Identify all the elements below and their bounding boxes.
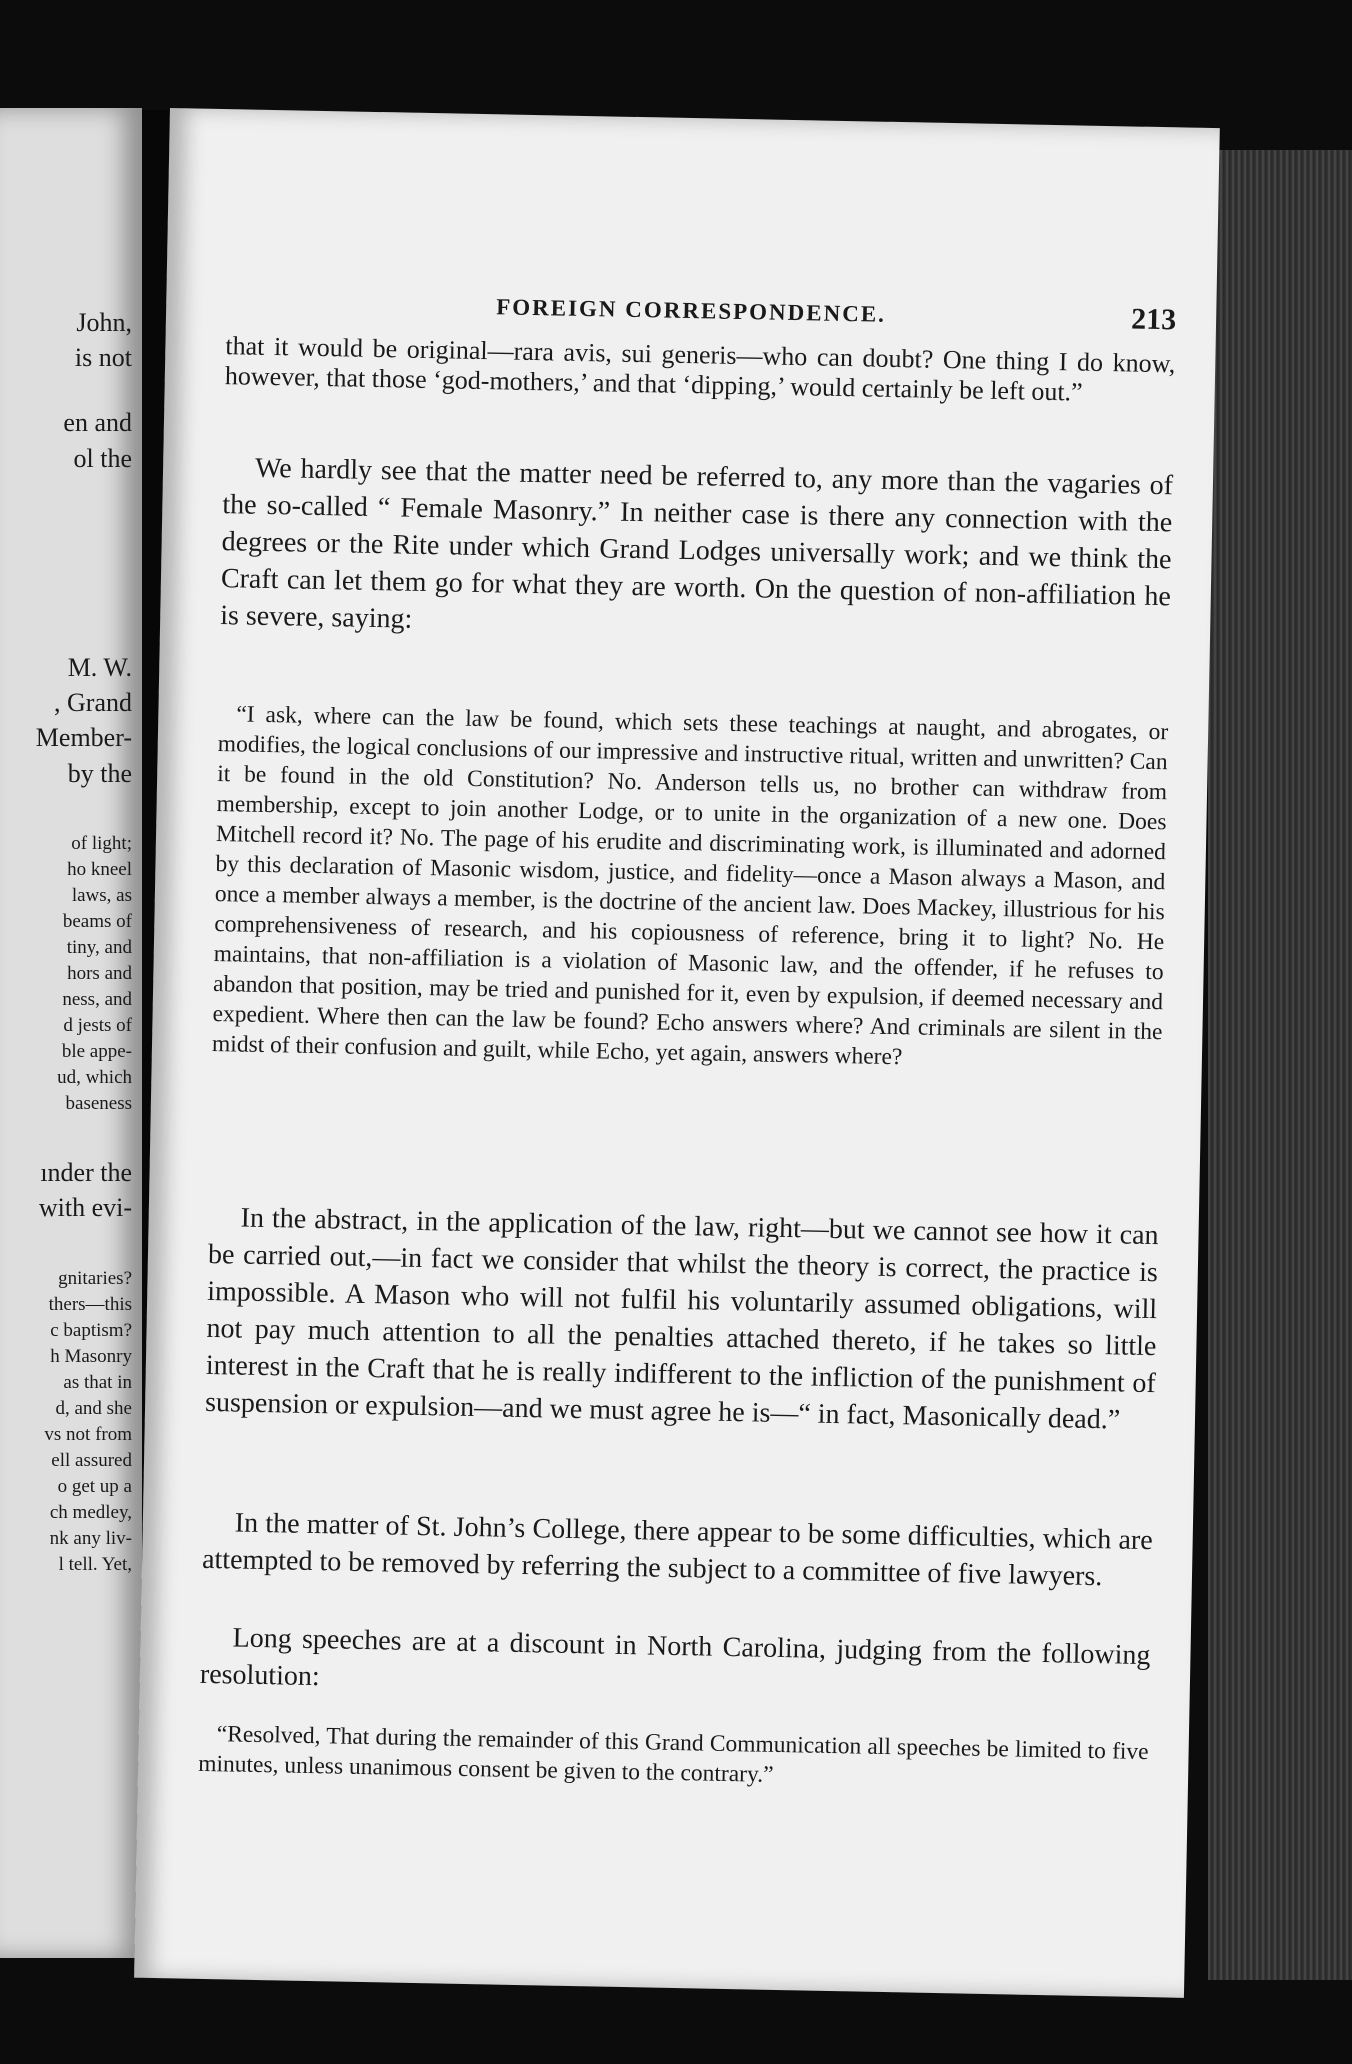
facing-page-fragment: l tell. Yet, bbox=[58, 1554, 132, 1575]
paragraph-continuation: that it would be original—rara avis, sui generis—who can doubt? One thing I do know, however, that those ‘god-mothers,’ and that ‘dipping,’ would certainly be left out.” bbox=[224, 331, 1176, 407]
facing-page-fragment: with evi- bbox=[38, 1193, 132, 1222]
facing-page bbox=[0, 108, 142, 1958]
facing-page-fragment: ch medley, bbox=[49, 1502, 132, 1523]
facing-page-fragment: John, bbox=[76, 308, 132, 337]
running-title: FOREIGN CORRESPONDENCE. bbox=[496, 294, 887, 327]
facing-page-fragment: gnitaries? bbox=[58, 1268, 132, 1289]
facing-page-fragment: Member- bbox=[35, 723, 132, 752]
facing-page-fragment: ell assured bbox=[51, 1450, 132, 1471]
facing-page-fragment: beams of bbox=[62, 911, 132, 932]
facing-page-fragment: en and bbox=[63, 408, 132, 437]
facing-page-fragment: is not bbox=[74, 343, 132, 372]
facing-page-fragment: as that in bbox=[63, 1372, 132, 1393]
page-edges bbox=[1208, 150, 1352, 1980]
facing-page-fragment: o get up a bbox=[57, 1476, 132, 1497]
facing-page-fragment: vs not from bbox=[44, 1424, 132, 1445]
book-page bbox=[134, 108, 1220, 1998]
facing-page-fragment: by the bbox=[67, 759, 132, 788]
quote-ask: “I ask, where can the law be found, which sets these teachings at naught, and abrogates, or modifies, the logical conclusions of our impressive and instructive ritual, written and unwritten? Can it be found in the old Constitution? No. Anderson tells us, no brother can withdraw from membership, except to join another Lodge, or to unite in the organization of a new one. Does Mitchell record it? No. The page of his erudite and discriminating work, is illuminated and adorned by this declaration of Masonic wisdom, justice, and fidelity—once a Mason always a Mason, and once a member always a member, is the doctrine of the ancient law. Does Mackey, illustrious for his comprehensiveness of research, and his copiousness of reference, bring it to light? No. He maintains, that non-affiliation is a violation of Masonic law, and the offender, if he refuses to abandon that position, may be tried and punished for it, even by expulsion, if deemed necessary and expedient. Where then can the law be found? Echo answers where? And criminals are silent in the midst of their confusion and guilt, while Echo, yet again, answers where? bbox=[211, 701, 1169, 1071]
facing-page-fragment: c baptism? bbox=[50, 1320, 132, 1341]
paragraph-long-speeches: Long speeches are at a discount in North Carolina, judging from the following resolution: bbox=[199, 1622, 1151, 1693]
facing-page-fragment: nk any liv- bbox=[49, 1528, 132, 1549]
facing-page-fragment: tiny, and bbox=[66, 937, 132, 958]
paragraph-abstract: In the abstract, in the application of the law, right—but we cannot see how it can be carried out,—in fact we consider that whilst the theory is correct, the practice is impossible. A Mason who will not fulfil his voluntarily assumed obligations, will not pay much attention to all the penalties attached thereto, if he takes so little interest in the Craft that he is really indifferent to the infliction of the punishment of suspension or expulsion—and we must agree he is—“ in fact, Masonically dead.” bbox=[204, 1202, 1159, 1436]
facing-page-fragment: d jests of bbox=[63, 1015, 132, 1036]
paragraph-hardly: We hardly see that the matter need be referred to, any more than the vagaries of the so-called “ Female Masonry.” In neither case is there any connection with the degrees or the Rite under which Grand Lodges universally work; and we think the Craft can let them go for what they are worth. On the question of non-affiliation he is severe, saying: bbox=[219, 452, 1174, 635]
facing-page-fragment: ho kneel bbox=[67, 859, 132, 880]
facing-page-fragment: , Grand bbox=[54, 688, 132, 717]
facing-page-fragment: h Masonry bbox=[50, 1346, 132, 1367]
facing-page-fragment: M. W. bbox=[67, 653, 132, 682]
paragraph-college: In the matter of St. John’s College, there appear to be some difficulties, which are attempted to be removed by referring the subject to a committee of five lawyers. bbox=[201, 1507, 1153, 1593]
facing-page-fragment: ness, and bbox=[62, 989, 132, 1010]
facing-page-fragment: baseness bbox=[65, 1093, 132, 1114]
facing-page-fragment: laws, as bbox=[71, 885, 132, 906]
facing-page-fragment: hors and bbox=[67, 963, 132, 984]
facing-page-fragment: ınder the bbox=[40, 1158, 132, 1187]
facing-page-fragment: ble appe- bbox=[61, 1041, 132, 1062]
facing-page-fragment: ol the bbox=[73, 444, 132, 473]
quote-resolved: “Resolved, That during the remainder of this Grand Communication all speeches be limited to five minutes, unless unanimous consent be given to the contrary.” bbox=[197, 1721, 1149, 1788]
facing-page-fragment: of light; bbox=[71, 833, 132, 854]
page-number: 213 bbox=[1130, 302, 1177, 337]
facing-page-fragment: ud, which bbox=[57, 1067, 132, 1088]
facing-page-fragment: d, and she bbox=[55, 1398, 132, 1419]
facing-page-fragment: thers—this bbox=[48, 1294, 132, 1315]
